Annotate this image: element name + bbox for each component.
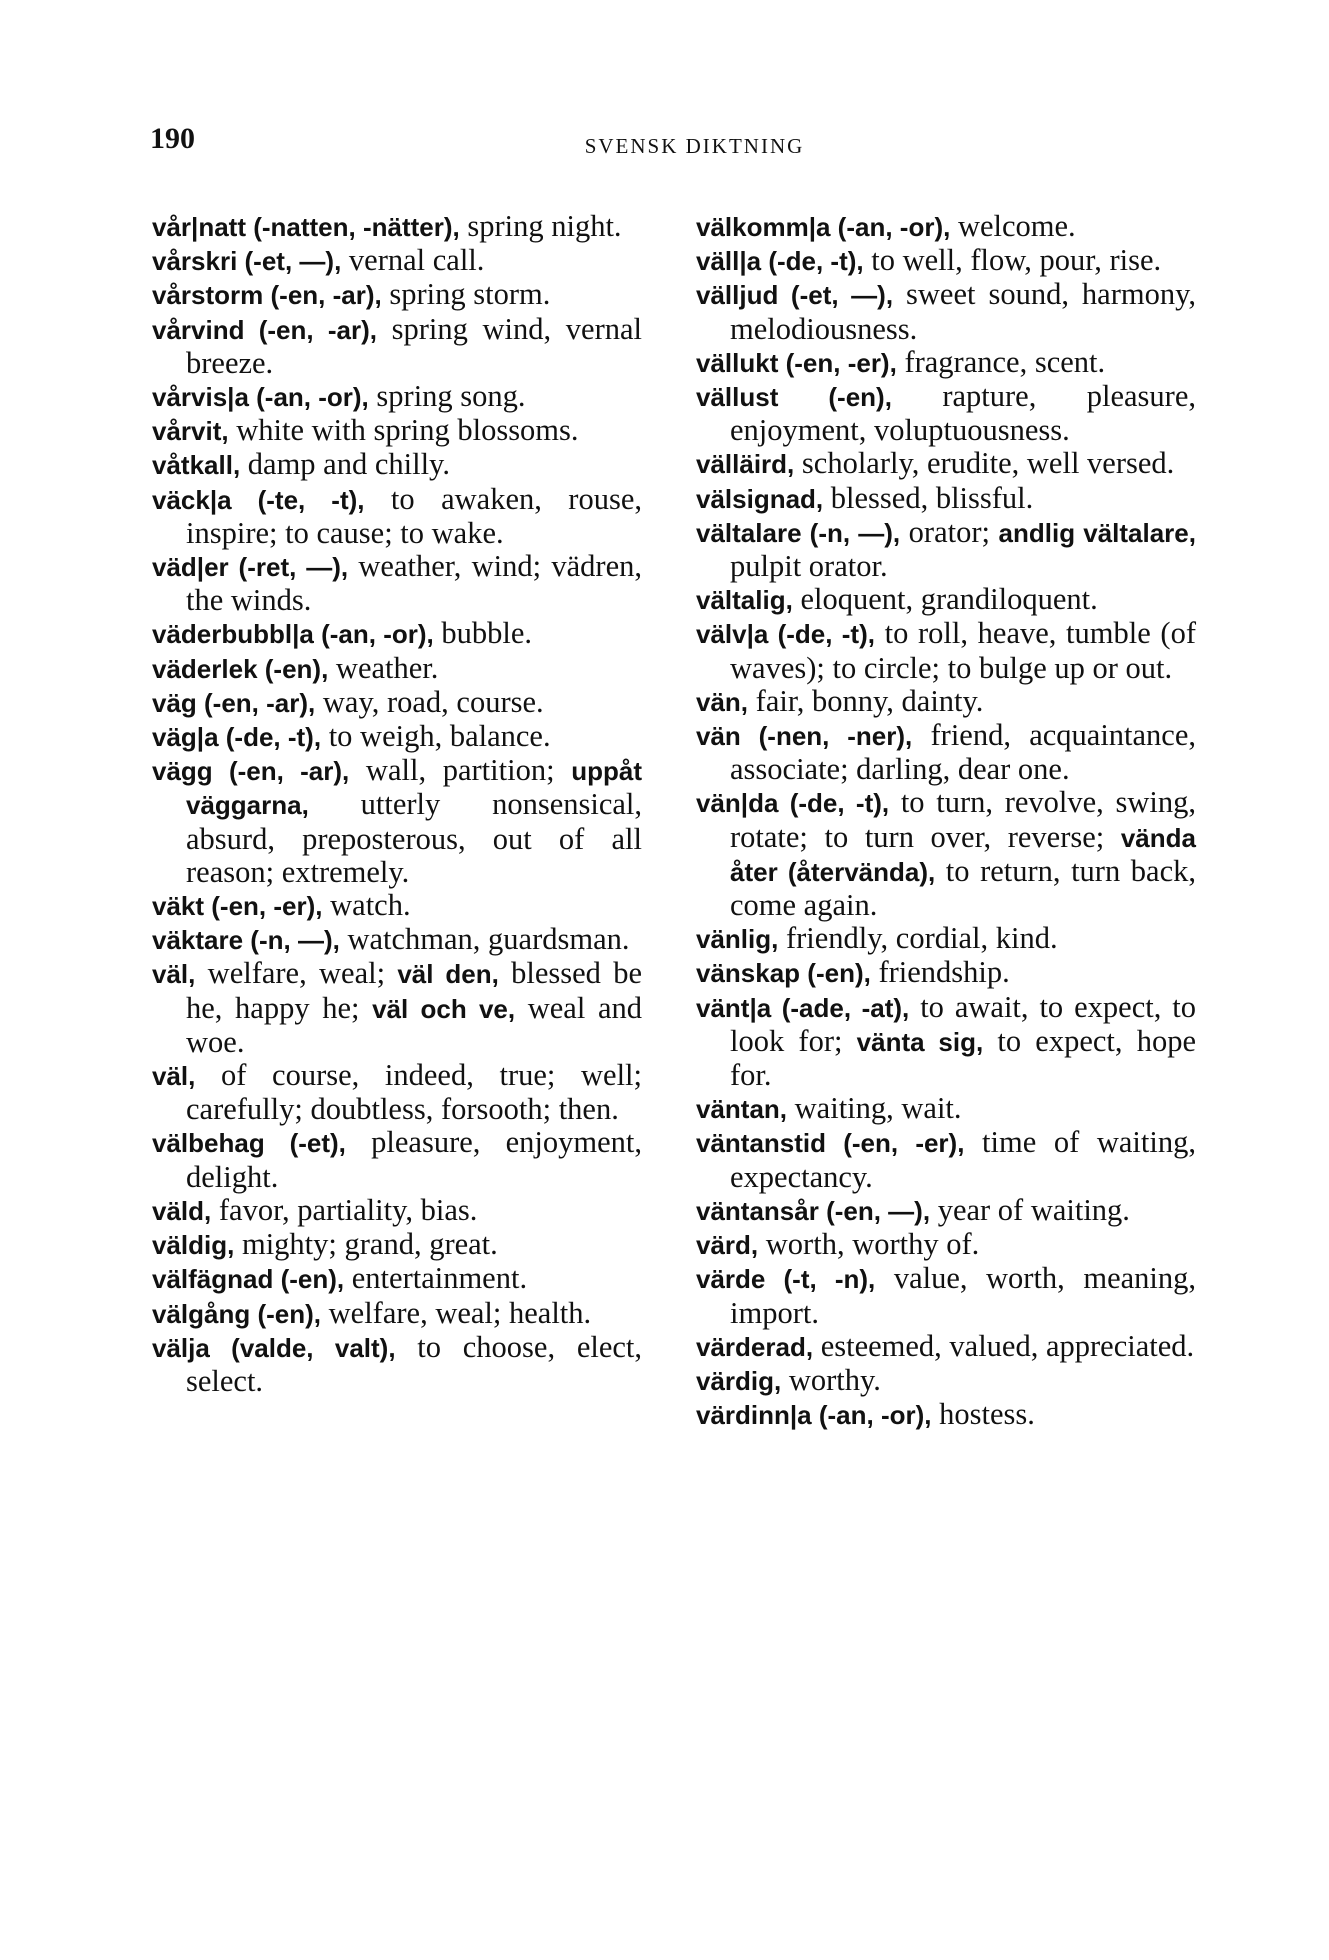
entry-definition: blessed be he, happy he; (186, 956, 642, 1025)
entry-headword: vårvit, (152, 416, 229, 447)
entry-definition: of course, indeed, true; well; carefully; doubtless, forsooth; then. (186, 1058, 642, 1127)
entry-definition: pleasure, enjoyment, delight. (186, 1125, 643, 1194)
page-number: 190 (150, 122, 195, 155)
entry-headword: väkt (-en, -er), (152, 891, 323, 922)
left-column (152, 210, 642, 1398)
entry-subentry: uppåt väggarna, (186, 756, 642, 821)
entry-definition: to await, to expect, to look for; (730, 989, 1196, 1058)
dictionary-entry (152, 1126, 642, 1193)
dictionary-entry (152, 1194, 642, 1228)
entry-definition: welfare, weal; health. (321, 1295, 592, 1330)
entry-definition: to choose, elect, select. (186, 1329, 643, 1398)
entry-headword: vänlig, (696, 924, 779, 955)
entry-headword: våtkall, (152, 450, 241, 481)
entry-headword: väderbubbl|a (-an, -or), (152, 619, 434, 650)
entry-definition: pulpit orator. (730, 549, 888, 584)
entry-definition: wall, partition; (349, 753, 572, 788)
dictionary-entry (152, 617, 642, 651)
dictionary-entry (152, 889, 642, 923)
dictionary-entry (696, 1126, 1196, 1193)
dictionary-entry (152, 652, 642, 686)
dictionary-entry (696, 685, 1196, 719)
dictionary-entry (696, 1364, 1196, 1398)
entry-headword: vällukt (-en, -er), (696, 347, 897, 378)
entry-definition: scholarly, erudite, well versed. (794, 446, 1175, 481)
entry-definition: mighty; grand, great. (234, 1227, 498, 1262)
entry-headword: välfägnad (-en), (152, 1264, 345, 1295)
dictionary-entry (696, 991, 1196, 1093)
entry-definition: to well, flow, pour, rise. (863, 243, 1162, 278)
entry-subentry: andlig vältalare, (998, 517, 1196, 548)
entry-definition: watchman, guardsman. (339, 922, 630, 957)
entry-headword: välljud (-et, —), (696, 280, 894, 311)
entry-definition: weather, wind; vädren, the winds. (186, 549, 642, 618)
entry-definition: weather. (328, 650, 439, 685)
entry-headword: vår|natt (-natten, -nätter), (152, 212, 460, 242)
entry-definition: year of waiting. (930, 1192, 1130, 1227)
dictionary-entry (696, 210, 1196, 244)
entry-subentry: väl och ve, (372, 993, 516, 1024)
entry-headword: vän (-nen, -ner), (696, 721, 913, 752)
entry-definition: friendship. (870, 955, 1010, 990)
dictionary-entry (696, 786, 1196, 922)
entry-definition: worth, worthy of. (758, 1227, 980, 1262)
dictionary-entry (696, 1092, 1196, 1126)
dictionary-entry (696, 956, 1196, 990)
entry-definition: white with spring blossoms. (228, 413, 579, 448)
entry-headword: värdinn|a (-an, -or), (696, 1400, 932, 1431)
entry-headword: värd, (696, 1230, 759, 1261)
entry-headword: välgång (-en), (152, 1298, 322, 1329)
entry-definition: friendly, cordial, kind. (778, 921, 1058, 956)
dictionary-entry (696, 617, 1196, 684)
entry-headword: väl, (152, 959, 196, 990)
entry-definition: value, worth, meaning, import. (730, 1261, 1196, 1330)
entry-headword: väldig, (152, 1230, 235, 1261)
entry-definition: welfare, weal; (195, 956, 398, 991)
entry-headword: väntansår (-en, —), (696, 1195, 931, 1226)
entry-definition: entertainment. (344, 1261, 528, 1296)
entry-definition: utterly nonsensical, absurd, preposterous, out of all reason; extremely. (186, 787, 642, 889)
entry-definition: favor, partiality, bias. (211, 1192, 478, 1227)
dictionary-entry (696, 346, 1196, 380)
entry-headword: väntanstid (-en, -er), (696, 1128, 965, 1159)
entry-headword: välkomm|a (-an, -or), (696, 212, 951, 242)
dictionary-entry (152, 278, 642, 312)
entry-headword: vältalig, (696, 585, 793, 616)
dictionary-entry (152, 414, 642, 448)
entry-definition: orator; (900, 514, 999, 549)
entry-headword: välv|a (-de, -t), (696, 619, 875, 650)
entry-headword: väntan, (696, 1094, 788, 1125)
entry-headword: väg (-en, -ar), (152, 687, 316, 718)
entry-headword: väld, (152, 1195, 212, 1226)
entry-definition: hostess. (931, 1397, 1035, 1432)
entry-headword: väll|a (-de, -t), (696, 246, 864, 277)
entry-definition: blessed, blissful. (823, 480, 1034, 515)
entry-definition: friend, acquaintance, associate; darling, dear one. (730, 718, 1197, 787)
entry-definition: to expect, hope for. (730, 1023, 1197, 1093)
entry-definition: spring wind, vernal breeze. (186, 311, 642, 380)
dictionary-entry (696, 380, 1196, 447)
entry-definition: to weigh, balance. (321, 719, 551, 754)
entry-definition: sweet sound, harmony, melodiousness. (730, 277, 1196, 346)
dictionary-entry (152, 550, 642, 617)
entry-headword: värdig, (696, 1365, 782, 1396)
dictionary-entry (152, 720, 642, 754)
dictionary-entry (696, 244, 1196, 278)
entry-definition: watch. (322, 888, 411, 923)
entry-headword: vårstorm (-en, -ar), (152, 280, 382, 311)
entry-definition: damp and chilly. (240, 447, 450, 482)
entry-headword: vårvind (-en, -ar), (152, 314, 377, 345)
dictionary-entry (152, 957, 642, 1059)
entry-subentry: vända åter (återvända), (730, 822, 1196, 887)
entry-headword: väd|er (-ret, —), (152, 552, 349, 583)
entry-headword: välja (valde, valt), (152, 1332, 396, 1363)
entry-definition: bubble. (433, 616, 532, 651)
right-column (696, 210, 1196, 1432)
entry-definition: time of waiting, expectancy. (730, 1125, 1196, 1194)
dictionary-entry (696, 583, 1196, 617)
entry-definition: to awaken, rouse, inspire; to cause; to wake. (186, 481, 642, 550)
running-title: SVENSK DIKTNING (584, 134, 805, 158)
entry-definition: rapture, pleasure, enjoyment, voluptuousness. (730, 379, 1196, 448)
entry-definition: to turn, revolve, swing, rotate; to turn over, reverse; (730, 785, 1196, 854)
entry-definition: way, road, course. (315, 684, 544, 719)
entry-definition: esteemed, valued, appreciated. (813, 1328, 1195, 1363)
entry-headword: välläird, (696, 449, 795, 480)
entry-headword: väktare (-n, —), (152, 925, 340, 956)
dictionary-entry (696, 1330, 1196, 1364)
dictionary-entry (152, 754, 642, 889)
dictionary-entry (152, 923, 642, 957)
dictionary-entry (152, 1059, 642, 1126)
dictionary-entry (696, 482, 1196, 516)
entry-headword: vårskri (-et, —), (152, 246, 342, 277)
dictionary-entry (152, 483, 642, 550)
entry-headword: vällust (-en), (696, 382, 892, 413)
dictionary-entry (696, 1228, 1196, 1262)
dictionary-entry (696, 1194, 1196, 1228)
entry-headword: vårvis|a (-an, -or), (152, 382, 369, 413)
dictionary-entry (696, 447, 1196, 481)
dictionary-entry (696, 922, 1196, 956)
dictionary-entry (696, 516, 1196, 583)
entry-headword: vän, (696, 686, 749, 717)
entry-subentry: väl den, (397, 959, 499, 990)
entry-headword: vänskap (-en), (696, 958, 871, 989)
dictionary-entry (152, 244, 642, 278)
dictionary-entry (696, 278, 1196, 345)
entry-headword: vän|da (-de, -t), (696, 788, 890, 819)
entry-headword: väderlek (-en), (152, 653, 329, 684)
entry-headword: väck|a (-te, -t), (152, 484, 365, 515)
entry-headword: välsignad, (696, 483, 824, 514)
entry-headword: väl, (152, 1061, 196, 1092)
entry-definition: welcome. (950, 209, 1076, 243)
entry-definition: spring song. (368, 379, 526, 414)
entry-definition: weal and woe. (186, 990, 642, 1059)
entry-definition: to return, turn back, come again. (730, 853, 1196, 923)
entry-definition: waiting, wait. (787, 1091, 962, 1126)
entry-definition: fair, bonny, dainty. (748, 683, 984, 718)
dictionary-entry (152, 380, 642, 414)
entry-headword: värde (-t, -n), (696, 1264, 876, 1295)
dictionary-entry (696, 1398, 1196, 1432)
entry-headword: vägg (-en, -ar), (152, 756, 350, 787)
entry-definition: worthy. (781, 1362, 881, 1397)
dictionary-entry (152, 1228, 642, 1262)
entry-definition: to roll, heave, tumble (of waves); to circle; to bulge up or out. (730, 616, 1196, 685)
entry-definition: fragrance, scent. (896, 344, 1106, 379)
entry-headword: vältalare (-n, —), (696, 517, 901, 548)
entry-definition: spring storm. (381, 277, 551, 312)
dictionary-entry (152, 1297, 642, 1331)
dictionary-entry (696, 719, 1196, 786)
entry-subentry: vänta sig, (856, 1026, 984, 1057)
entry-definition: spring night. (459, 209, 622, 243)
entry-headword: välbehag (-et), (152, 1128, 346, 1159)
dictionary-entry (152, 313, 642, 380)
entry-definition: eloquent, grandiloquent. (792, 582, 1098, 617)
dictionary-entry (152, 448, 642, 482)
dictionary-entry (152, 1262, 642, 1296)
dictionary-entry (152, 686, 642, 720)
dictionary-entry (696, 1262, 1196, 1329)
entry-headword: väg|a (-de, -t), (152, 722, 322, 753)
entry-definition: vernal call. (341, 243, 485, 278)
entry-headword: värderad, (696, 1331, 814, 1362)
entry-headword: vänt|a (-ade, -at), (696, 992, 910, 1023)
dictionary-entry (152, 210, 642, 244)
dictionary-entry (152, 1331, 642, 1398)
